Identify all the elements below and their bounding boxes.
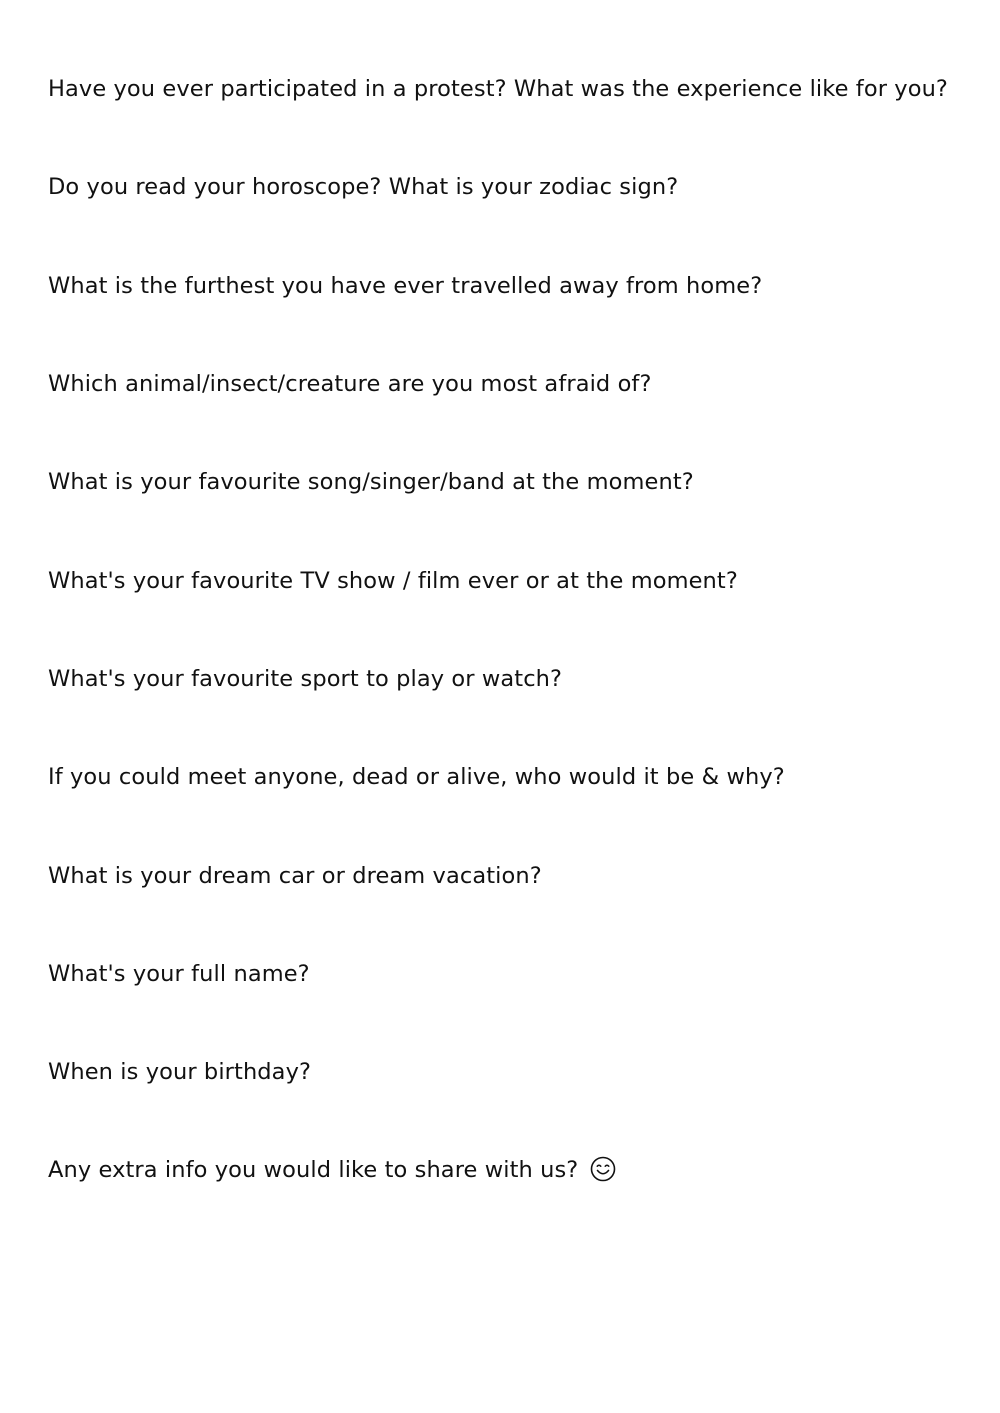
question-10: What's your full name?: [48, 961, 310, 987]
question-2: Do you read your horoscope? What is your zodiac sign?: [48, 174, 679, 200]
question-3: What is the furthest you have ever travelled away from home?: [48, 273, 763, 299]
question-9: What is your dream car or dream vacation?: [48, 863, 542, 889]
question-4: Which animal/insect/creature are you most afraid of?: [48, 371, 652, 397]
question-8: If you could meet anyone, dead or alive, who would it be & why?: [48, 764, 785, 790]
question-6: What's your favourite TV show / film ever or at the moment?: [48, 568, 738, 594]
question-5: What is your favourite song/singer/band at the moment?: [48, 469, 694, 495]
question-12-row: [48, 1155, 616, 1185]
smiling-face-icon: [590, 1156, 616, 1182]
question-11: When is your birthday?: [48, 1059, 312, 1085]
question-1: Have you ever participated in a protest? What was the experience like for you?: [48, 76, 948, 102]
question-7: What's your favourite sport to play or watch?: [48, 666, 563, 692]
question-12: Any extra info you would like to share with us?: [48, 1157, 579, 1183]
